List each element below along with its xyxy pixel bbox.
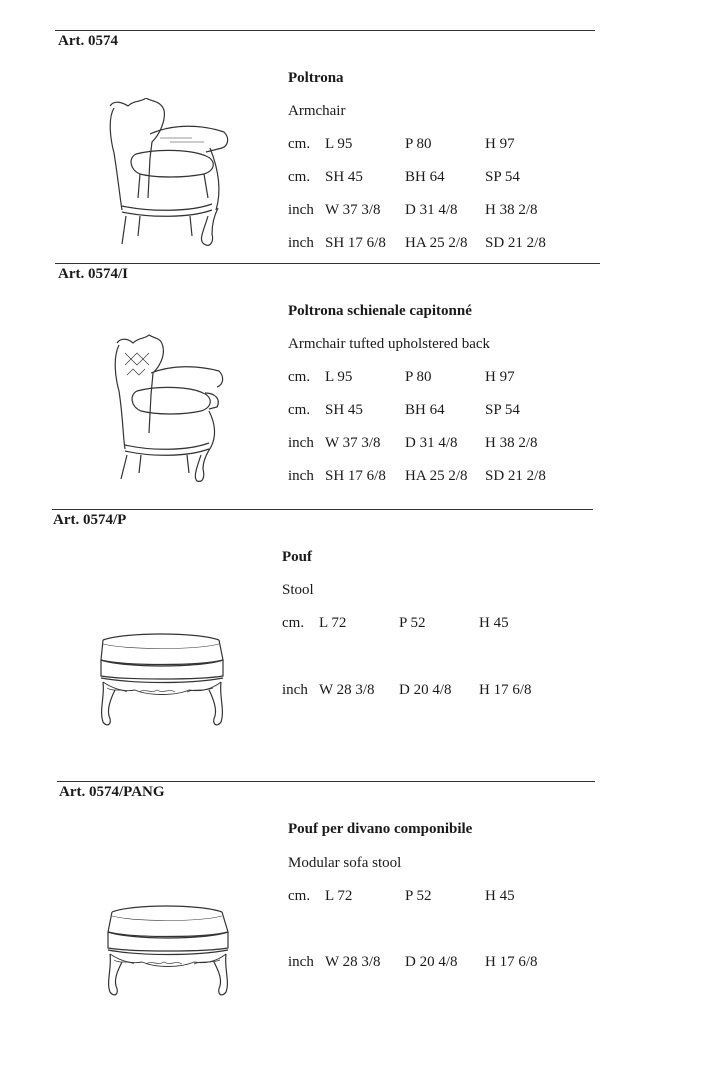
dimension-value: H 38 2/8 <box>485 202 538 218</box>
dimension-value: P 52 <box>399 615 426 631</box>
dimension-value: D 31 4/8 <box>405 202 458 218</box>
dimension-value: HA 25 2/8 <box>405 468 468 484</box>
dimension-unit: inch <box>282 682 308 698</box>
section-divider <box>55 263 600 264</box>
dimension-value: BH 64 <box>405 169 445 185</box>
dimension-value: SH 17 6/8 <box>325 468 386 484</box>
dimension-value: SP 54 <box>485 402 520 418</box>
article-code: Art. 0574/PANG <box>59 784 165 800</box>
dimension-value: D 31 4/8 <box>405 435 458 451</box>
dimension-value: L 95 <box>325 136 353 152</box>
dimension-value: SD 21 2/8 <box>485 235 546 251</box>
dimension-value: SP 54 <box>485 169 520 185</box>
dimension-value: W 28 3/8 <box>319 682 375 698</box>
product-name-en: Armchair <box>288 103 346 119</box>
armchair-drawing <box>100 98 235 250</box>
dimension-value: SH 17 6/8 <box>325 235 386 251</box>
pouf-drawing <box>95 630 230 732</box>
dimension-value: W 37 3/8 <box>325 435 381 451</box>
dimension-value: P 80 <box>405 369 432 385</box>
dimension-value: L 72 <box>325 888 353 904</box>
dimension-unit: cm. <box>288 136 311 152</box>
dimension-unit: inch <box>288 435 314 451</box>
dimension-value: SH 45 <box>325 402 363 418</box>
dimension-value: H 97 <box>485 369 515 385</box>
dimension-unit: inch <box>288 954 314 970</box>
dimension-value: HA 25 2/8 <box>405 235 468 251</box>
dimension-unit: cm. <box>288 888 311 904</box>
product-name-en: Modular sofa stool <box>288 855 402 871</box>
dimension-unit: cm. <box>288 402 311 418</box>
tufted-armchair-drawing <box>105 333 230 485</box>
product-name-en: Armchair tufted upholstered back <box>288 336 491 352</box>
dimension-value: L 95 <box>325 369 353 385</box>
dimension-value: W 28 3/8 <box>325 954 381 970</box>
dimension-value: BH 64 <box>405 402 445 418</box>
dimension-value: SD 21 2/8 <box>485 468 546 484</box>
dimension-value: W 37 3/8 <box>325 202 381 218</box>
product-name-it: Pouf <box>282 549 312 565</box>
dimension-value: P 52 <box>405 888 432 904</box>
dimension-value: L 72 <box>319 615 347 631</box>
dimension-value: H 97 <box>485 136 515 152</box>
dimension-unit: inch <box>288 468 314 484</box>
dimension-value: H 38 2/8 <box>485 435 538 451</box>
modular-sofa-stool-drawing <box>100 902 235 1002</box>
article-code: Art. 0574/I <box>58 266 128 282</box>
dimension-value: D 20 4/8 <box>405 954 458 970</box>
section-divider <box>57 781 595 782</box>
dimension-value: H 17 6/8 <box>485 954 538 970</box>
product-name-it: Poltrona schienale capitonné <box>288 303 472 319</box>
dimension-unit: inch <box>288 202 314 218</box>
product-name-it: Pouf per divano componibile <box>288 821 473 837</box>
dimension-value: H 45 <box>479 615 509 631</box>
section-divider <box>55 30 595 31</box>
dimension-unit: cm. <box>288 169 311 185</box>
dimension-value: SH 45 <box>325 169 363 185</box>
product-name-en: Stool <box>282 582 314 598</box>
article-code: Art. 0574/P <box>53 512 127 528</box>
dimension-unit: cm. <box>282 615 305 631</box>
dimension-value: H 45 <box>485 888 515 904</box>
dimension-value: H 17 6/8 <box>479 682 532 698</box>
dimension-unit: cm. <box>288 369 311 385</box>
product-name-it: Poltrona <box>288 70 344 86</box>
section-divider <box>52 509 593 510</box>
dimension-unit: inch <box>288 235 314 251</box>
dimension-value: P 80 <box>405 136 432 152</box>
dimension-value: D 20 4/8 <box>399 682 452 698</box>
article-code: Art. 0574 <box>58 33 118 49</box>
